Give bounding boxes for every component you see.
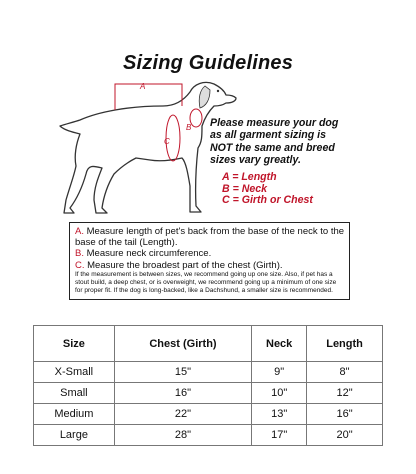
cell-length: 12" xyxy=(307,383,383,404)
cell-neck: 17" xyxy=(252,425,307,446)
header-chest: Chest (Girth) xyxy=(114,326,251,362)
legend-item-length: A = Length xyxy=(222,171,277,183)
page-title: Sizing Guidelines xyxy=(122,52,294,74)
size-chart-table xyxy=(33,325,383,446)
measure-note: Please measure your dog as all garment sizing is NOT the same and breed sizes vary greatly. xyxy=(210,117,339,166)
cell-chest: 16" xyxy=(114,383,251,404)
label-b: B xyxy=(186,123,192,132)
cell-length: 8" xyxy=(307,362,383,383)
measurement-legend xyxy=(222,172,313,207)
fine-print: If the measurement is between sizes, we recommend going up one size. Also, if pet has a stout build, a deep chest, or is overweight, we recommend going up a minimum of one size for proper fit. If the dog is long-backed, like a Dachshund, a smaller size is recommended. xyxy=(75,270,337,294)
dog-eye xyxy=(217,90,219,92)
cell-length: 16" xyxy=(307,404,383,425)
header-length: Length xyxy=(307,326,383,362)
cell-size: Large xyxy=(34,425,115,446)
label-c: C xyxy=(164,137,170,146)
instruction-neck: B. Measure neck circumference. xyxy=(75,248,212,260)
instructions-box xyxy=(69,222,350,300)
cell-size: X-Small xyxy=(34,362,115,383)
cell-neck: 13" xyxy=(252,404,307,425)
header-size: Size xyxy=(34,326,115,362)
instruction-length: A. Measure length of pet's back from the base of the neck to the base of the tail (Length). xyxy=(75,226,345,249)
cell-size: Small xyxy=(34,383,115,404)
table-header-row xyxy=(34,326,383,362)
cell-chest: 15" xyxy=(114,362,251,383)
table-row xyxy=(34,425,383,446)
cell-neck: 10" xyxy=(252,383,307,404)
instruction-girth: C. Measure the broadest part of the chest (Girth). xyxy=(75,259,283,271)
legend-item-neck: B = Neck xyxy=(222,182,268,195)
table-row xyxy=(34,404,383,425)
cell-neck: 9" xyxy=(252,362,307,383)
table-row xyxy=(34,362,383,383)
legend-item-girth: C = Girth or Chest xyxy=(222,194,313,207)
cell-size: Medium xyxy=(34,404,115,425)
cell-length: 20" xyxy=(307,425,383,446)
cell-chest: 28" xyxy=(114,425,251,446)
cell-chest: 22" xyxy=(114,404,251,425)
header-neck: Neck xyxy=(252,326,307,362)
table-row xyxy=(34,383,383,404)
label-a: A xyxy=(140,82,146,91)
